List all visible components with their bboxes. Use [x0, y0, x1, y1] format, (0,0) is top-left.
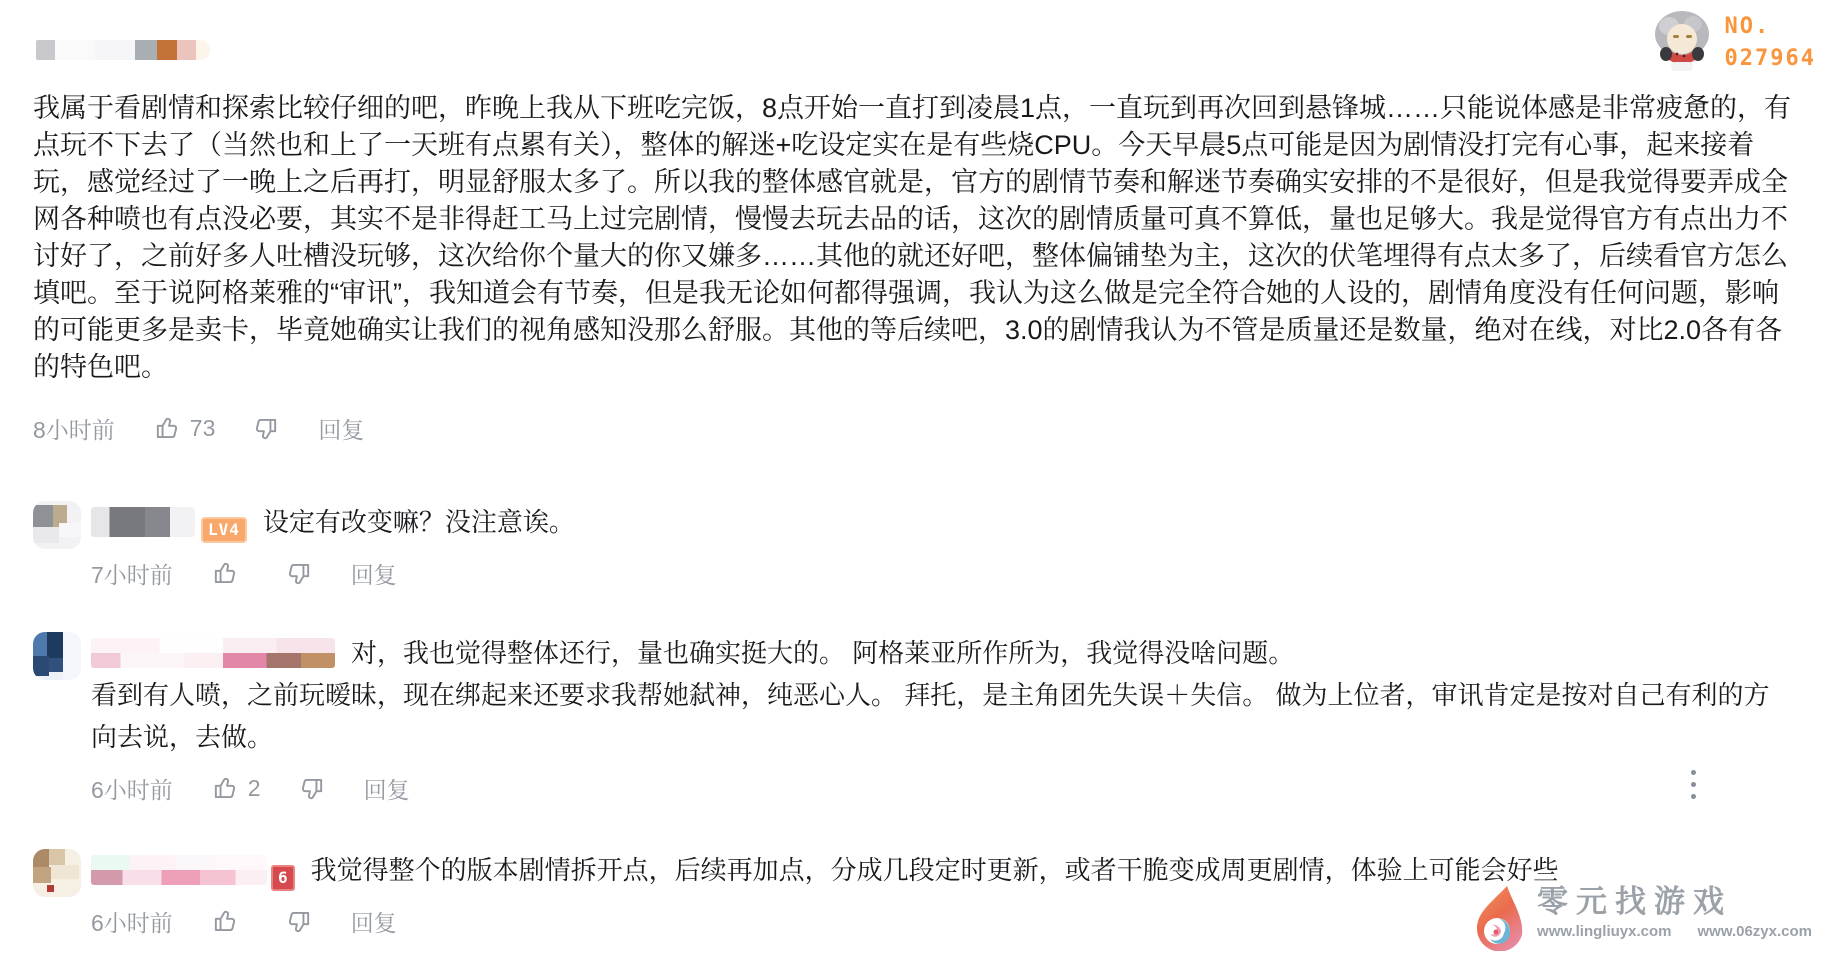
- reply-text: 我觉得整个的版本剧情拆开点，后续再加点，分成几段定时更新，或者干脆变成周更剧情，体验上可能会好些: [310, 855, 1559, 885]
- avatar[interactable]: [33, 632, 81, 680]
- censor-block: [196, 40, 210, 60]
- avatar[interactable]: [33, 849, 81, 897]
- thumbs-down-icon: [299, 775, 326, 802]
- reply-button[interactable]: 回复: [350, 910, 397, 936]
- reply-text: 设定有改变嘛？没注意诶。: [262, 507, 575, 537]
- reply-meta: [91, 772, 1781, 805]
- flame-logo-icon: [1469, 885, 1525, 956]
- profile-overlay-badge: [1653, 8, 1816, 77]
- thumbs-up-icon: [153, 415, 180, 442]
- level-badge: LV4: [201, 517, 247, 543]
- dislike-button[interactable]: [299, 775, 326, 802]
- thumbs-down-icon: [253, 415, 280, 442]
- reply-time: 7小时前: [91, 562, 173, 588]
- like-button[interactable]: [211, 908, 248, 935]
- thumbs-down-icon: [286, 908, 313, 935]
- censor-block: [95, 40, 135, 60]
- censor-block: [36, 40, 55, 60]
- reply-button[interactable]: 回复: [318, 417, 365, 443]
- main-comment: [33, 90, 1799, 386]
- main-comment-meta: [33, 412, 1828, 445]
- censored-username[interactable]: [91, 638, 335, 668]
- main-comment-text: 我属于看剧情和探索比较仔细的吧，昨晚上我从下班吃完饭，8点开始一直打到凌晨1点，一直玩到再次回到悬锋城……只能说体感是非常疲惫的，有点玩不下去了（当然也和上了一天班有点累有关），整体的解迷+吃设定实在是有些烧CPU。今天早晨5点可能是因为剧情没打完有心事，起来接着玩，感觉经过了一晚上之后再打，明显舒服太多了。所以我的整体感官就是，官方的剧情节奏和解迷节奏确实安排的不是很好，但是我觉得要弄成全网各种喷也有点没必要，其实不是非得赶工马上过完剧情，慢慢去玩去品的话，这次的剧情质量可真不算低，量也足够大。我是觉得官方有点出力不讨好了，之前好多人吐槽没玩够，这次给你个量大的你又嫌多……其他的就还好吧，整体偏铺垫为主，这次的伏笔埋得有点太多了，后续看官方怎么填吧。至于说阿格莱雅的“审讯”，我知道会有节奏，但是我无论如何都得强调，我认为这么做是完全符合她的人设的，剧情角度没有任何问题，影响的可能更多是卖卡，毕竟她确实让我们的视角感知没那么舒服。其他的等后续吧，3.0的剧情我认为不管是质量还是数量，绝对在线，对比2.0各有各的特色吧。: [33, 93, 1792, 382]
- main-comment-time: 8小时前: [33, 417, 115, 443]
- like-button[interactable]: [211, 775, 261, 802]
- reply-text-line2: 看到有人喷，之前玩暧昧，现在绑起来还要求我帮她弑神，纯恶心人。 拜托，是主角团先失误＋失信。 做为上位者，审讯肯定是按对自己有利的方向去说，去做。: [91, 680, 1770, 752]
- censor-block: [55, 40, 95, 60]
- censor-block: [157, 40, 177, 60]
- thumbs-up-icon: [211, 560, 238, 587]
- thumbs-up-icon: [211, 775, 238, 802]
- profile-number: [1725, 11, 1816, 75]
- like-button[interactable]: [211, 560, 248, 587]
- avatar[interactable]: [33, 501, 81, 549]
- like-button[interactable]: [153, 415, 216, 442]
- site-watermark: [1469, 885, 1812, 956]
- no-label: NO.: [1724, 13, 1771, 39]
- reply-item-1: [33, 501, 1828, 590]
- reply-meta: [91, 557, 1781, 590]
- reply-button[interactable]: 回复: [363, 777, 410, 803]
- level-badge: 6: [271, 865, 295, 891]
- censored-username[interactable]: [91, 507, 195, 537]
- more-options-icon[interactable]: [1689, 770, 1697, 799]
- thumbs-up-icon: [211, 908, 238, 935]
- watermark-url-2: www.06zyx.com: [1697, 923, 1812, 941]
- like-count: 73: [189, 415, 216, 441]
- like-count: 2: [247, 775, 261, 801]
- chibi-avatar: [1653, 8, 1711, 77]
- reply-text-line1: 对，我也觉得整体还行，量也确实挺大的。 阿格莱亚所作所为，我觉得没啥问题。: [351, 638, 1295, 668]
- censored-username-badges: [36, 40, 210, 60]
- dislike-button[interactable]: [286, 908, 313, 935]
- reply-button[interactable]: 回复: [350, 562, 397, 588]
- dislike-button[interactable]: [253, 415, 280, 442]
- no-value: 027964: [1724, 45, 1816, 71]
- watermark-url-1: www.lingliuyx.com: [1537, 923, 1672, 941]
- dislike-button[interactable]: [286, 560, 313, 587]
- censored-username[interactable]: [91, 855, 267, 885]
- censor-block: [177, 40, 196, 60]
- reply-item-2: [33, 632, 1828, 805]
- reply-time: 6小时前: [91, 777, 173, 803]
- watermark-brand: 零元找游戏: [1537, 884, 1733, 919]
- reply-time: 6小时前: [91, 910, 173, 936]
- censor-block: [135, 40, 157, 60]
- thumbs-down-icon: [286, 560, 313, 587]
